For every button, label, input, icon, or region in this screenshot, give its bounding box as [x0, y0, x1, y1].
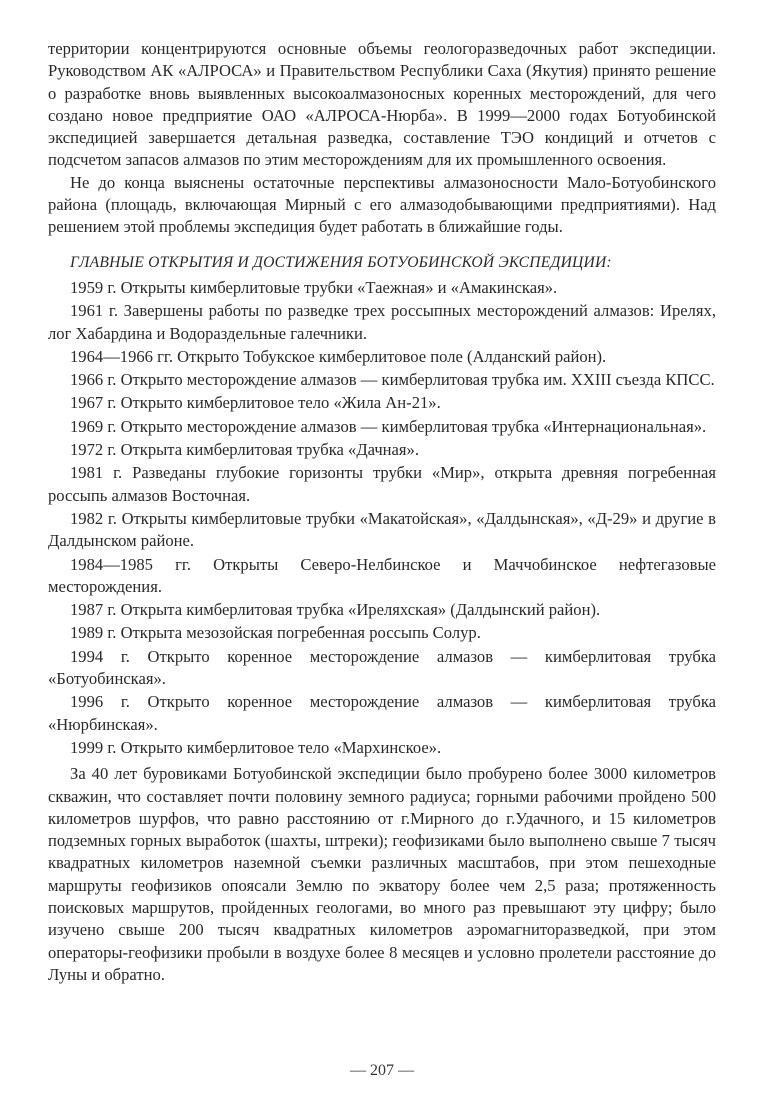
page-number: — 207 —	[350, 1062, 414, 1079]
timeline-list	[48, 277, 716, 759]
timeline-entry: 1964—1966 гг. Открыто Тобукское кимберлитовое поле (Алданский район).	[70, 346, 607, 366]
timeline-entry: 1961 г. Завершены работы по разведке трех россыпных месторождений алмазов: Ирелях, лог Хабардина и Водораздельные галечники.	[48, 301, 716, 343]
timeline-entry: 1994 г. Открыто коренное месторождение алмазов — кимберлитовая трубка «Ботуобинская».	[48, 646, 716, 689]
intro-paragraph-1: территории концентрируются основные объемы геологоразведочных работ экспедиции. Руководством АК «АЛРОСА» и Правительством Республики Саха (Якутия) принято решение о разработке вновь выявленных высокоалмазоносных коренных месторождений, для чего создано новое предприятие ОАО «АЛРОСА-Нюрба». В 1999—2000 годах Ботуобинской экспедицией завершается детальная разведка, составление ТЭО кондиций и отчетов с подсчетом запасов алмазов по этим месторождениям для их промышленного освоения.	[48, 39, 716, 170]
timeline-entry: 1981 г. Разведаны глубокие горизонты трубки «Мир», открыта древняя погребенная россыпь алмазов Восточная.	[48, 463, 716, 505]
timeline-entry: 1996 г. Открыто коренное месторождение алмазов — кимберлитовая трубка «Нюрбинская».	[48, 692, 716, 734]
timeline-entry: 1987 г. Открыта кимберлитовая трубка «Иреляхская» (Далдынский район).	[70, 600, 601, 620]
intro-paragraph-2: Не до конца выяснены остаточные перспективы алмазоносности Мало-Ботуобинского района (площадь, включающая Мирный с его алмазодобывающими предприятиями). Над решением этой проблемы экспедиция будет работать в ближайшие годы.	[48, 172, 716, 237]
timeline-entry: 1969 г. Открыто месторождение алмазов — кимберлитовая трубка «Интернациональная».	[70, 416, 707, 436]
timeline-entry: 1972 г. Открыта кимберлитовая трубка «Дачная».	[70, 440, 420, 460]
timeline-entry: 1959 г. Открыты кимберлитовые трубки «Таежная» и «Амакинская».	[70, 277, 558, 297]
timeline-entry: 1966 г. Открыто месторождение алмазов — кимберлитовая трубка им. XXIII съезда КПСС.	[70, 370, 715, 390]
timeline-entry: 1982 г. Открыты кимберлитовые трубки «Макатойская», «Далдынская», «Д-29» и другие в Далдынском районе.	[48, 508, 716, 551]
timeline-entry: 1984—1985 гг. Открыты Северо-Нелбинское и Маччобинское нефтегазовые месторождения.	[48, 554, 716, 596]
section-heading-text: ГЛАВНЫЕ ОТКРЫТИЯ И ДОСТИЖЕНИЯ БОТУОБИНСКОЙ ЭКСПЕДИЦИИ:	[70, 253, 612, 271]
document-page	[48, 38, 716, 1098]
timeline-entry: 1967 г. Открыто кимберлитовое тело «Жила Ан-21».	[70, 393, 441, 413]
section-heading	[48, 252, 716, 274]
timeline-entry: 1999 г. Открыто кимберлитовое тело «Мархинское».	[70, 737, 442, 757]
timeline-entry: 1989 г. Открыта мезозойская погребенная россыпь Солур.	[70, 623, 481, 643]
closing-paragraph: За 40 лет буровиками Ботуобинской экспедиции было пробурено более 3000 километров скважин, что составляет почти половину земного радиуса; горными рабочими пройдено 500 километров шурфов, что равно расстоянию от г.Мирного до г.Удачного, и 15 километров подземных горных выработок (шахты, штреки); геофизиками было выполнено свыше 7 тысяч квадратных километров наземной съемки различных масштабов, при этом пешеходные маршруты геофизиков опоясали Землю по экватору более чем 2,5 раза; протяженность поисковых маршрутов, пройденных геологами, во много раз превышают эту цифру; было изучено свыше 200 тысяч квадратных километров аэромагниторазведкой, при этом операторы-геофизики пробыли в воздухе более 8 месяцев и условно пролетели расстояние до Луны и обратно.	[48, 764, 716, 984]
